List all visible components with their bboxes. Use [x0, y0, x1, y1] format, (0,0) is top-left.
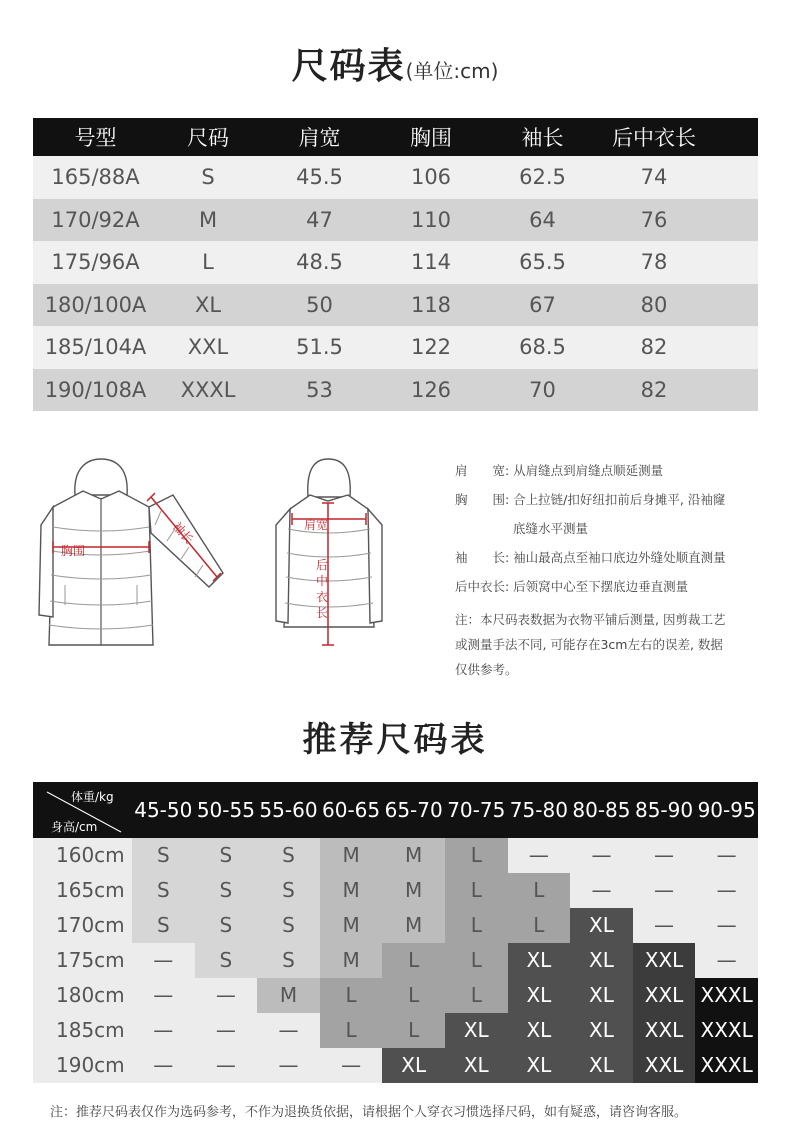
guide-chest-cont: 底缝水平测量 [513, 521, 589, 536]
table-cell: 74 [640, 165, 668, 190]
size-cell: — [257, 1013, 320, 1048]
size-cell: XXXL [695, 978, 758, 1013]
size-cell: L [445, 943, 508, 978]
shoulder-label: 肩宽 [304, 518, 329, 532]
table-cell: 48.5 [296, 250, 343, 275]
size-cell: L [508, 873, 571, 908]
table-row [33, 241, 758, 284]
size-cell: L [382, 1013, 445, 1048]
size-cell: XL [570, 1048, 633, 1083]
guide-back-length: 后中衣长: 后领窝中心至下摆底边垂直测量 [455, 579, 689, 594]
jacket-back-diagram [270, 455, 390, 655]
size-cell: S [257, 943, 320, 978]
table-row [33, 199, 758, 242]
height-axis-label: 身高/cm [51, 820, 98, 834]
table-row [33, 908, 758, 943]
weight-axis-label: 体重/kg [71, 790, 114, 804]
back-length-label-3: 衣 [316, 590, 329, 604]
header-cell: 胸围 [410, 126, 452, 150]
size-cell: XL [445, 1048, 508, 1083]
size-cell: M [320, 838, 383, 873]
size-cell: S [257, 873, 320, 908]
size-chart-title [0, 38, 790, 89]
table-row [33, 326, 758, 369]
size-cell: S [195, 838, 258, 873]
size-cell: — [695, 943, 758, 978]
size-cell: XL [382, 1048, 445, 1083]
table-cell: 70 [529, 377, 556, 402]
size-cell: L [445, 873, 508, 908]
size-cell: XL [508, 943, 571, 978]
size-cell: M [382, 908, 445, 943]
table-row [33, 873, 758, 908]
size-cell: — [132, 1013, 195, 1048]
size-cell: M [320, 908, 383, 943]
table-cell: XXXL [180, 377, 236, 402]
table-cell: 185/104A [44, 335, 147, 360]
height-cell: 180cm [33, 978, 132, 1013]
chest-label: 胸围 [61, 544, 86, 558]
header-cell: 肩宽 [298, 126, 341, 150]
jacket-front-diagram [33, 455, 228, 655]
table-cell: 190/108A [44, 377, 147, 402]
table-cell: 45.5 [296, 165, 343, 190]
measurement-guide [455, 456, 775, 682]
size-cell: — [695, 873, 758, 908]
table-cell: L [202, 250, 214, 275]
guide-chest: 胸 围: 合上拉链/扣好纽扣前后身摊平, 沿袖窿 [455, 492, 726, 507]
height-cell: 170cm [33, 908, 132, 943]
weight-header-cell: 80-85 [572, 798, 631, 822]
size-cell: — [132, 1048, 195, 1083]
footnote: 注：推荐尺码表仅作为选码参考，不作为退换货依据，请根据个人穿衣习惯选择尺码，如有疑惑，请咨询客服。 [50, 1105, 688, 1120]
table-cell: 50 [306, 292, 333, 317]
table-row [33, 943, 758, 978]
size-table [33, 118, 758, 411]
table-cell: 126 [410, 377, 452, 402]
size-cell: XL [508, 1048, 571, 1083]
table-cell: XL [194, 292, 222, 317]
header-corner [33, 782, 132, 838]
size-cell: — [570, 873, 633, 908]
header-cell: 后中衣长 [612, 126, 696, 150]
size-cell: S [257, 838, 320, 873]
table-cell: 80 [640, 292, 668, 317]
size-cell: XL [570, 943, 633, 978]
table-row [33, 156, 758, 199]
table-cell: 106 [410, 165, 452, 190]
weight-header-cell: 60-65 [322, 798, 381, 822]
table-row [33, 978, 758, 1013]
table-row [33, 838, 758, 873]
table-cell: 62.5 [519, 165, 566, 190]
size-cell: XL [570, 1013, 633, 1048]
size-cell: — [132, 943, 195, 978]
recommend-chart-title: 推荐尺码表 [302, 720, 488, 760]
table-cell: 122 [410, 335, 452, 360]
size-cell: XL [508, 1013, 571, 1048]
table-cell: 68.5 [519, 335, 566, 360]
guide-note [455, 607, 775, 682]
table-cell: 53 [306, 377, 333, 402]
table-cell: 180/100A [44, 292, 147, 317]
back-length-label-1: 后 [316, 558, 329, 572]
size-cell: L [445, 838, 508, 873]
table-cell: 47 [306, 207, 333, 232]
size-cell: — [320, 1048, 383, 1083]
back-length-label-4: 长 [316, 606, 329, 620]
size-cell: — [195, 978, 258, 1013]
recommend-table [33, 782, 758, 1083]
table-cell: 51.5 [296, 335, 343, 360]
size-cell: — [633, 873, 696, 908]
table-cell: 65.5 [519, 250, 566, 275]
table-cell: 82 [640, 377, 668, 402]
size-cell: S [132, 838, 195, 873]
size-cell: XXL [633, 1013, 696, 1048]
table-cell: 175/96A [51, 250, 140, 275]
weight-header-cell: 50-55 [196, 798, 255, 822]
size-cell: — [695, 838, 758, 873]
table-cell: 64 [529, 207, 556, 232]
table-cell: 78 [640, 250, 668, 275]
weight-header-cell: 65-70 [384, 798, 443, 822]
size-cell: M [320, 873, 383, 908]
weight-header-cell: 85-90 [634, 798, 694, 822]
table-row [33, 1048, 758, 1083]
size-cell: S [195, 908, 258, 943]
size-cell: XXXL [695, 1013, 758, 1048]
size-cell: XXL [633, 943, 696, 978]
size-cell: M [382, 838, 445, 873]
guide-shoulder: 肩 宽: 从肩缝点到肩缝点顺延测量 [455, 463, 664, 478]
table-cell: 114 [410, 250, 452, 275]
table-cell: 170/92A [51, 207, 140, 232]
table-row [33, 1013, 758, 1048]
weight-header-cell: 55-60 [259, 798, 318, 822]
size-cell: L [508, 908, 571, 943]
table-cell: M [198, 207, 218, 232]
size-cell: L [382, 978, 445, 1013]
size-cell: L [320, 1013, 383, 1048]
size-cell: M [257, 978, 320, 1013]
size-cell: — [633, 908, 696, 943]
weight-header-cell: 75-80 [509, 798, 568, 822]
jacket-back-outline [276, 459, 382, 627]
size-cell: XXL [633, 1048, 696, 1083]
size-cell: XXL [633, 978, 696, 1013]
table-cell: XXL [187, 335, 229, 360]
size-cell: S [195, 873, 258, 908]
table-row [33, 369, 758, 412]
guide-sleeve: 袖 长: 袖山最高点至袖口底边外缝处顺直测量 [455, 550, 726, 565]
table-cell: 76 [640, 207, 668, 232]
size-cell: — [195, 1013, 258, 1048]
weight-header-cell: 90-95 [697, 798, 756, 822]
guide-note-line: 或测量手法不同, 可能存在3cm左右的误差, 数据 [455, 637, 723, 652]
table-cell: 67 [529, 292, 556, 317]
size-cell: — [695, 908, 758, 943]
size-cell: M [382, 873, 445, 908]
table-cell: 82 [640, 335, 668, 360]
height-cell: 160cm [33, 838, 132, 873]
table-row [33, 284, 758, 327]
size-cell: — [132, 978, 195, 1013]
back-length-label-2: 中 [316, 574, 329, 588]
size-cell: S [132, 873, 195, 908]
size-cell: L [382, 943, 445, 978]
recommend-table-header [33, 782, 758, 838]
size-cell: — [257, 1048, 320, 1083]
size-cell: XL [445, 1013, 508, 1048]
guide-note-line: 仅供参考。 [455, 662, 518, 677]
size-cell: XXXL [695, 1048, 758, 1083]
height-cell: 185cm [33, 1013, 132, 1048]
header-cell: 号型 [74, 126, 117, 150]
header-cell: 尺码 [187, 126, 229, 150]
height-cell: 190cm [33, 1048, 132, 1083]
size-cell: L [320, 978, 383, 1013]
table-cell: 165/88A [51, 165, 140, 190]
size-cell: XL [570, 978, 633, 1013]
sleeve-label: 袖长 [169, 519, 197, 547]
height-cell: 165cm [33, 873, 132, 908]
recommend-table-body [33, 838, 758, 1083]
header-cell: 袖长 [521, 126, 564, 150]
weight-header-cell: 45-50 [134, 798, 193, 822]
size-chart-unit: (单位:cm) [405, 59, 499, 83]
size-cell: L [445, 908, 508, 943]
height-cell: 175cm [33, 943, 132, 978]
weight-header-cell: 70-75 [447, 798, 506, 822]
table-cell: 118 [410, 292, 452, 317]
size-table-header [33, 118, 758, 156]
size-cell: — [570, 838, 633, 873]
table-cell: 110 [410, 207, 452, 232]
size-cell: XL [508, 978, 571, 1013]
guide-note-line: 注：本尺码表数据为衣物平铺后测量, 因剪裁工艺 [455, 612, 726, 627]
size-chart-title-main: 尺码表 [291, 46, 406, 87]
size-cell: — [633, 838, 696, 873]
size-cell: L [445, 978, 508, 1013]
table-cell: S [201, 165, 215, 190]
size-cell: S [132, 908, 195, 943]
size-cell: XL [570, 908, 633, 943]
size-cell: M [320, 943, 383, 978]
size-cell: — [195, 1048, 258, 1083]
size-cell: S [257, 908, 320, 943]
size-cell: — [508, 838, 571, 873]
size-cell: S [195, 943, 258, 978]
